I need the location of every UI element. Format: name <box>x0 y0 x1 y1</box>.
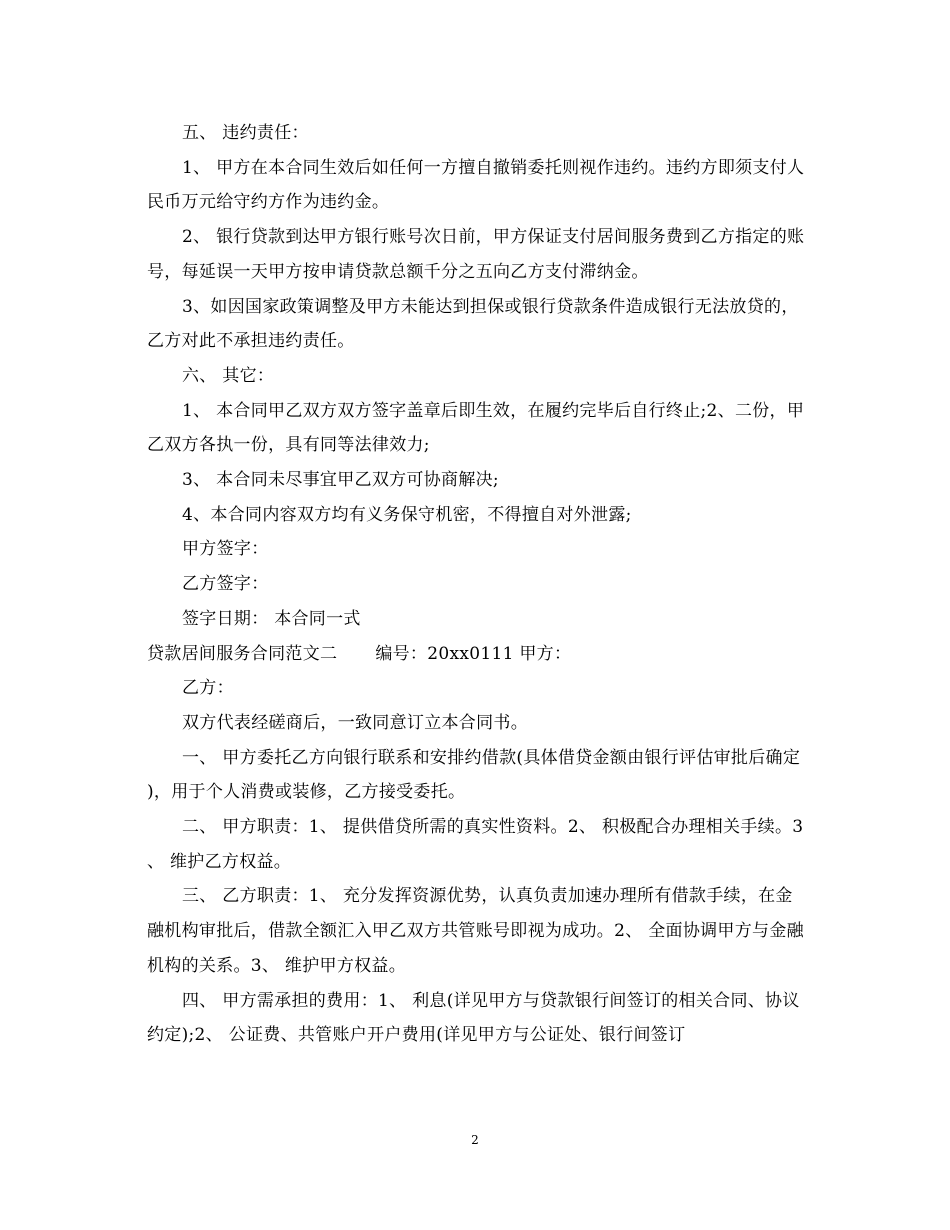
paragraph: 1、 甲方在本合同生效后如任何一方擅自撤销委托则视作违约。违约方即须支付人民币万元给守约方作为违约金。 <box>147 157 805 213</box>
page-number: 2 <box>471 1133 479 1147</box>
paragraph: 二、 甲方职责：1、 提供借贷所需的真实性资料。2、 积极配合办理相关手续。3、 维护乙方权益。 <box>147 817 804 872</box>
paragraph: 一、 甲方委托乙方向银行联系和安排约借款(具体借贷金额由银行评估审批后确定)，用于个人消费或装修，乙方接受委托。 <box>147 747 801 803</box>
paragraph: 1、 本合同甲乙双方双方签字盖章后即生效，在履约完毕后自行终止;2、二份，甲乙双方各执一份，具有同等法律效力; <box>147 400 805 456</box>
signature-date: 签字日期： 本合同一式 <box>182 608 361 629</box>
section-heading-other: 六、 其它： <box>182 365 275 386</box>
paragraph: 4、本合同内容双方均有义务保守机密，不得擅自对外泄露; <box>182 504 632 525</box>
section-heading-breach: 五、 违约责任： <box>182 123 309 143</box>
contract-title: 贷款居间服务合同范文二 <box>147 643 338 664</box>
signature-party-a: 甲方签字： <box>182 539 269 560</box>
paragraph: 2、 银行贷款到达甲方银行账号次日前，甲方保证支付居间服务费到乙方指定的账号，每延误一天甲方按申请贷款总额千分之五向乙方支付滞纳金。 <box>147 227 805 282</box>
contract-number: 编号：20xx0111 甲方： <box>375 643 572 664</box>
paragraph: 双方代表经磋商后，一致同意订立本合同书。 <box>182 712 528 733</box>
document-body <box>147 116 807 1053</box>
paragraph: 三、 乙方职责：1、 充分发挥资源优势，认真负责加速办理所有借款手续，在金融机构审批后，借款全额汇入甲乙双方共管账号即视为成功。2、 全面协调甲方与金融机构的关系。3、 维护甲方权益。 <box>147 886 804 976</box>
paragraph: 四、 甲方需承担的费用：1、 利息(详见甲方与贷款银行间签订的相关合同、协议约定);2、 公证费、共管账户开户费用(详见甲方与公证处、银行间签订 <box>147 990 800 1046</box>
contract-title-line <box>147 637 807 672</box>
party-b-label: 乙方： <box>182 678 234 699</box>
signature-party-b: 乙方签字： <box>182 574 269 595</box>
paragraph: 3、如因国家政策调整及甲方未能达到担保或银行贷款条件造成银行无法放贷的，乙方对此不承担违约责任。 <box>147 296 799 352</box>
paragraph: 3、 本合同未尽事宜甲乙双方可协商解决; <box>182 470 499 491</box>
